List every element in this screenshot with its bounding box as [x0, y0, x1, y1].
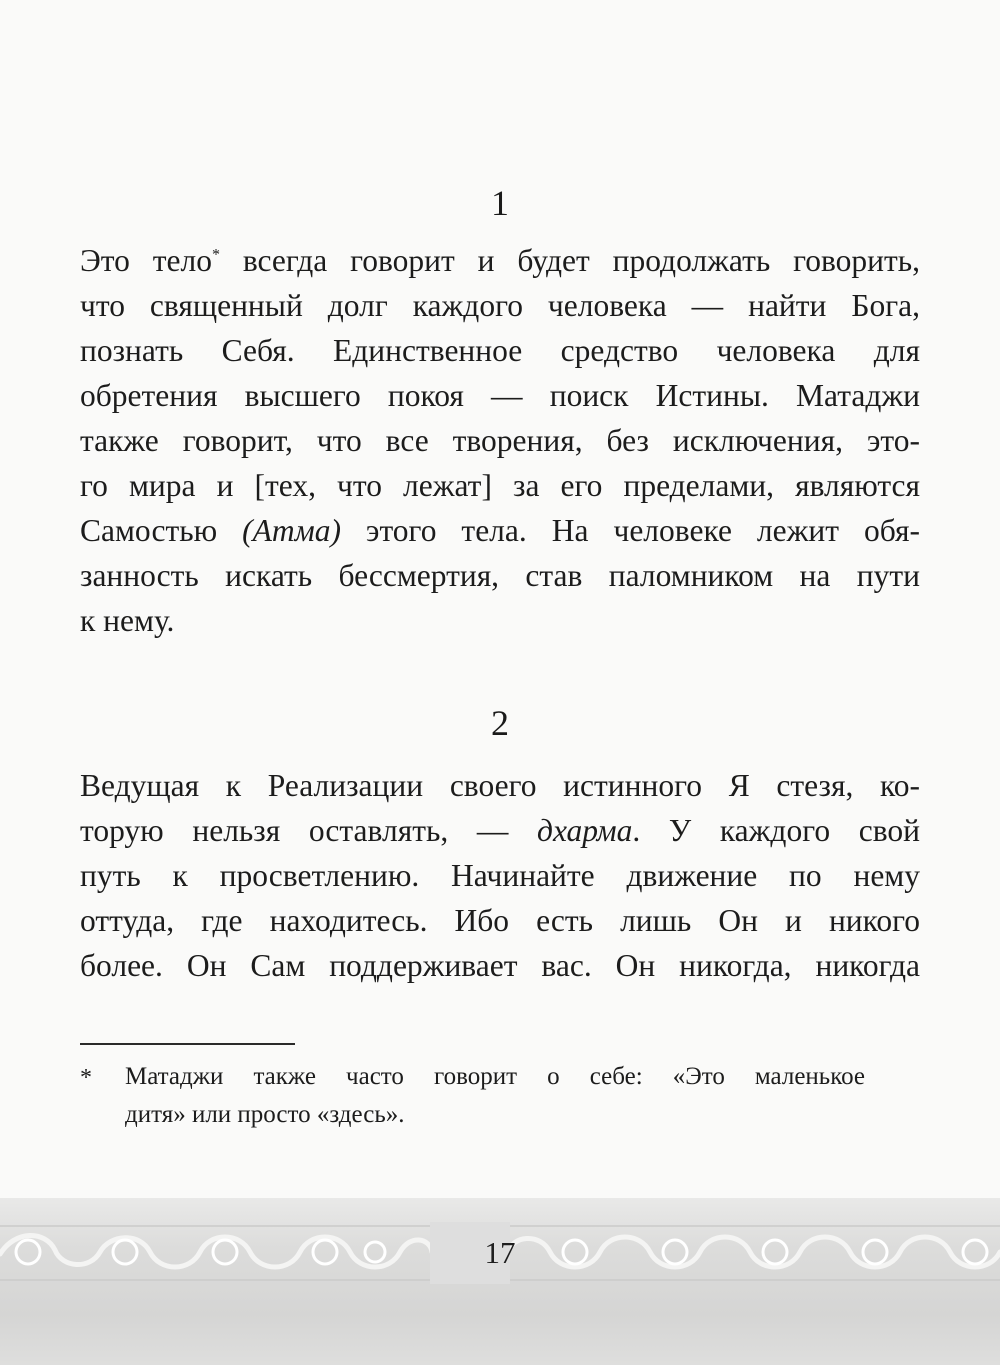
footnote-marker: *	[80, 1065, 92, 1091]
paragraph-1	[80, 238, 920, 643]
text-line: торую нельзя оставлять, — дхарма. У каждого свой	[80, 813, 920, 848]
italic-term: (Атма)	[242, 513, 341, 548]
text-line: оттуда, где находитесь. Ибо есть лишь Он и никого	[80, 903, 920, 938]
footnote-line: Матаджи также часто говорит о себе: «Это маленькое	[125, 1063, 865, 1090]
text-line: обретения высшего покоя — поиск Истины. Матаджи	[80, 378, 920, 413]
footnote-reference: *	[211, 246, 220, 264]
text-line: Самостью (Атма) этого тела. На человеке лежит обя-	[80, 513, 920, 548]
text-line: путь к просветлению. Начинайте движение по нему	[80, 858, 920, 893]
text-line: занность искать бессмертия, став паломником на пути	[80, 558, 920, 593]
footnote-line: дитя» или просто «здесь».	[125, 1101, 405, 1128]
text-line: к нему.	[80, 603, 175, 638]
italic-term: дхарма	[537, 813, 633, 848]
text-line: более. Он Сам поддерживает вас. Он никогда, никогда	[80, 948, 920, 983]
text-line: также говорит, что все творения, без исключения, это-	[80, 423, 920, 458]
text-line: Это тело* всегда говорит и будет продолжать говорить,	[80, 243, 920, 278]
paragraph-2	[80, 763, 920, 988]
section-number: 1	[491, 183, 509, 223]
page-number: 17	[484, 1235, 516, 1270]
text-line: го мира и [тех, что лежат] за его пределами, являются	[80, 468, 920, 503]
footnote-text	[125, 1058, 865, 1134]
text-line: познать Себя. Единственное средство человека для	[80, 333, 920, 368]
text-line: Ведущая к Реализации своего истинного Я стезя, ко-	[80, 768, 920, 803]
footnote-divider	[80, 1043, 295, 1045]
text-line: что священный долг каждого человека — найти Бога,	[80, 288, 920, 323]
section-number: 2	[491, 703, 509, 743]
